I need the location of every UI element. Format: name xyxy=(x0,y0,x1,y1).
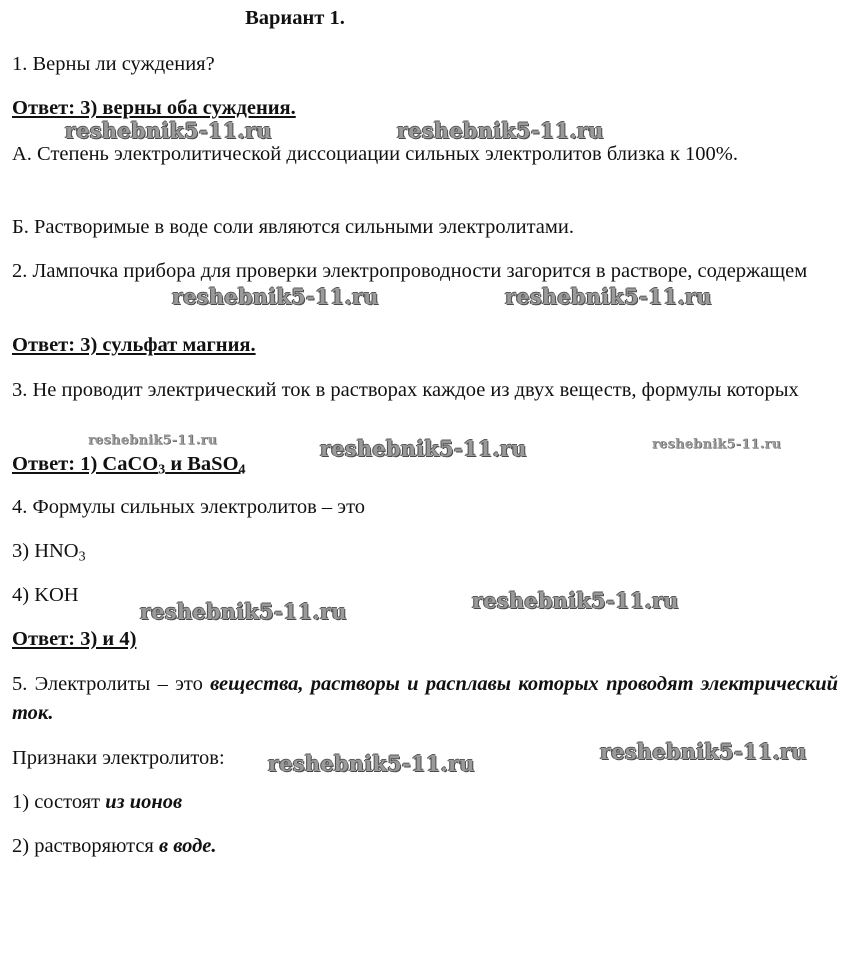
q5-definition-text: вещества, растворы и расплавы которых проводят электрический ток. xyxy=(12,673,839,724)
q5-sign-2-text: 2) растворяются xyxy=(12,835,159,857)
q2-question: 2. Лампочка прибора для проверки электропроводности загорится в растворе, содержащем xyxy=(12,260,808,282)
watermark: reshebnik5-11.ru xyxy=(320,436,527,461)
q1-question: 1. Верны ли суждения? xyxy=(12,53,215,75)
q5-sign-1-text: 1) состоят xyxy=(12,791,106,813)
q4-question: 4. Формулы сильных электролитов – это xyxy=(12,496,366,518)
q1-statement-a: А. Степень электролитической диссоциации сильных электролитов близка к 100%. xyxy=(12,143,738,165)
watermark: reshebnik5-11.ru xyxy=(505,284,712,309)
q2-answer xyxy=(12,331,838,360)
watermark: reshebnik5-11.ru xyxy=(397,118,604,143)
watermark: reshebnik5-11.ru xyxy=(600,739,807,764)
watermark: reshebnik5-11.ru xyxy=(172,284,379,309)
watermark: reshebnik5-11.ru xyxy=(140,599,347,624)
q5-lead: 5. Электролиты – это xyxy=(12,673,211,695)
q5-definition xyxy=(12,670,838,728)
q3-answer-sub1: 3 xyxy=(158,462,166,478)
q4-option-3 xyxy=(12,537,838,566)
q2-answer-text: Ответ: 3) сульфат магния. xyxy=(12,334,256,356)
q3-answer-prefix: Ответ: 1) CaCO xyxy=(12,453,159,475)
q4-option-4: 4) KOH xyxy=(12,584,79,606)
watermark: reshebnik5-11.ru xyxy=(88,433,218,448)
q5-sign-2 xyxy=(12,832,838,861)
watermark: reshebnik5-11.ru xyxy=(652,437,782,452)
q5-sign-1-em: из ионов xyxy=(105,791,183,813)
watermark: reshebnik5-11.ru xyxy=(268,751,475,776)
q4-option-3-sub: 3 xyxy=(78,549,86,565)
q1-answer-text: Ответ: 3) верны оба суждения. xyxy=(12,97,296,119)
q4-answer-text: Ответ: 3) и 4) xyxy=(12,628,137,650)
q3-answer-mid: и BaSO xyxy=(165,453,239,475)
q3-question: 3. Не проводит электрический ток в растворах каждое из двух веществ, формулы которых xyxy=(12,379,799,401)
q4-answer xyxy=(12,625,838,654)
page-title: Вариант 1. xyxy=(245,7,345,29)
q1-statement-b: Б. Растворимые в воде соли являются сильными электролитами. xyxy=(12,216,574,238)
watermark: reshebnik5-11.ru xyxy=(65,118,272,143)
q5-signs-label: Признаки электролитов: xyxy=(12,747,225,769)
q5-sign-1 xyxy=(12,788,838,817)
watermark: reshebnik5-11.ru xyxy=(472,588,679,613)
q3-answer-sub2: 4 xyxy=(238,462,246,478)
q5-sign-2-em: в воде. xyxy=(158,835,217,857)
q4-option-3-text: 3) HNO xyxy=(12,540,79,562)
q3-answer-text xyxy=(12,453,246,478)
